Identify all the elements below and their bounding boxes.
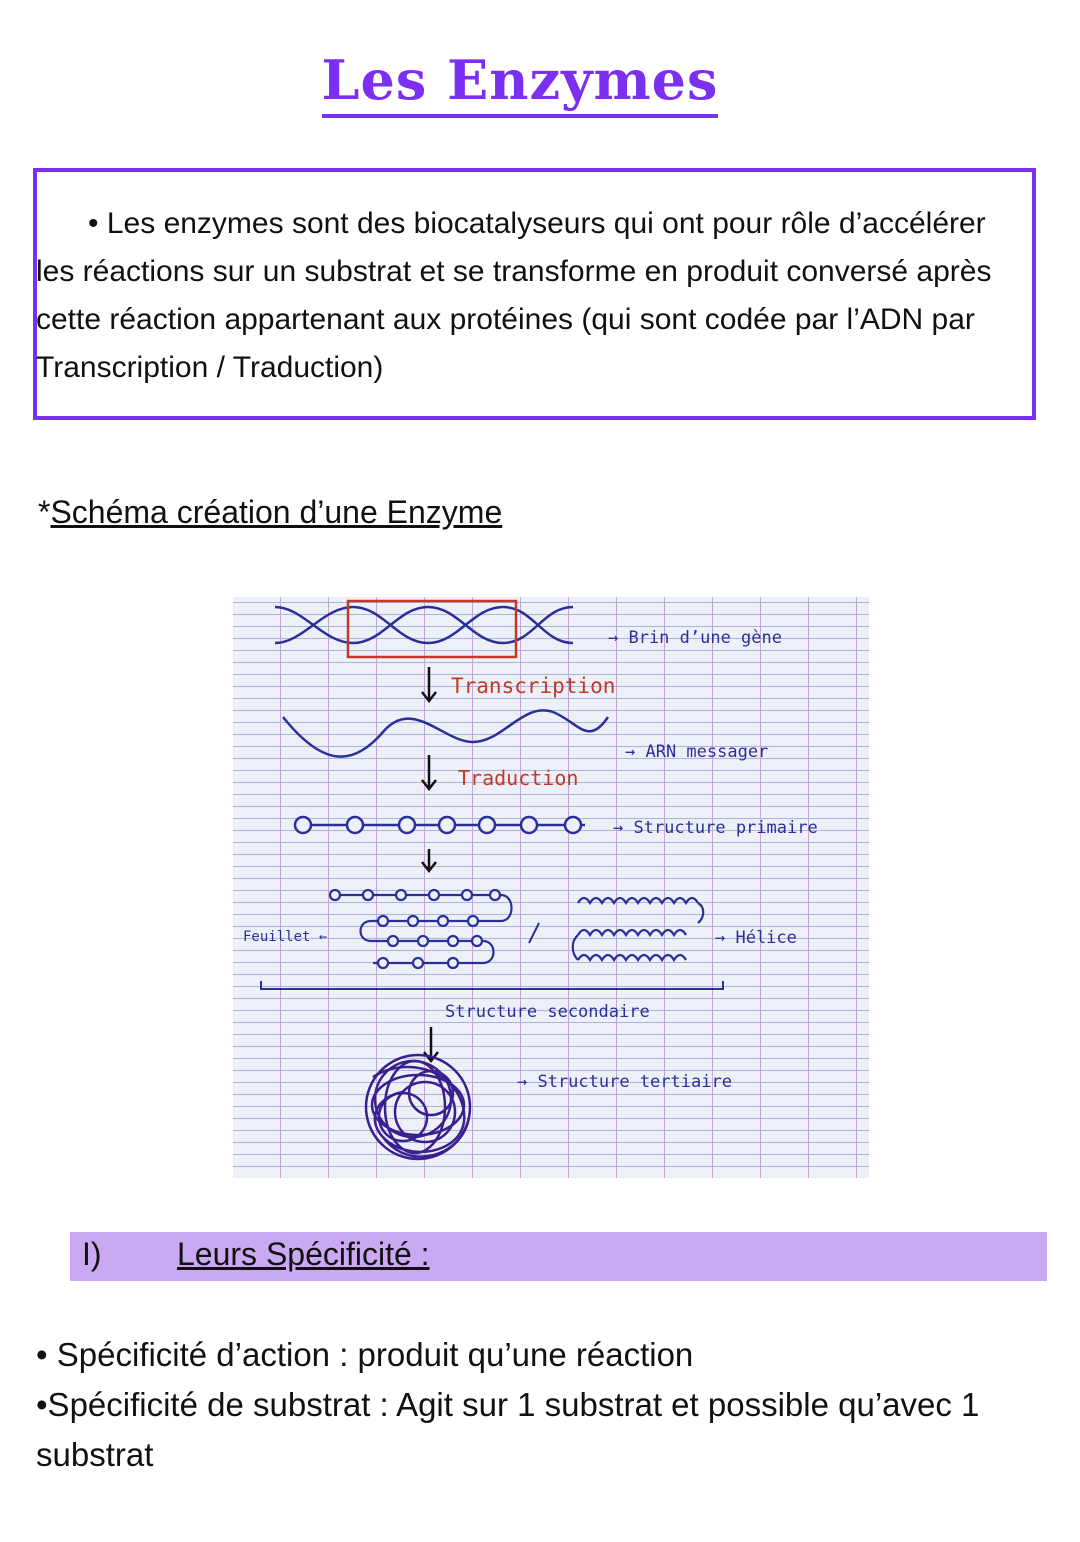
separator-slash	[529, 923, 539, 943]
specificity-list	[36, 1330, 1036, 1480]
section-number: I)	[82, 1236, 102, 1272]
label-helice: → Hélice	[715, 928, 797, 948]
label-brin: → Brin d’une gène	[608, 628, 782, 648]
schema-heading	[38, 494, 502, 531]
label-feuillet: Feuillet ←	[243, 929, 328, 945]
label-primaire: → Structure primaire	[613, 818, 818, 838]
primary-chain	[295, 817, 585, 833]
section-title: Leurs Spécificité :	[177, 1236, 430, 1272]
label-transcription: Transcription	[451, 674, 616, 698]
definition-body: Les enzymes sont des biocatalyseurs qui ont pour rôle d’accélérer les réactions sur un substrat et se transforme en produit conversé après cette réaction appartenant aux protéines (qui sont codée par l’ADN par Transcription / Traduction)	[36, 207, 992, 384]
tertiary-ball	[366, 1055, 470, 1159]
schema-prefix: *	[38, 494, 51, 530]
beta-sheet	[330, 890, 512, 968]
label-tertiaire: → Structure tertiaire	[517, 1072, 732, 1092]
dna-helix	[275, 607, 573, 643]
enzyme-diagram-drawing	[233, 597, 869, 1178]
secondary-brace	[261, 981, 723, 989]
list-item: • Spécificité d’action : produit qu’une réaction	[36, 1336, 694, 1373]
label-traduction: Traduction	[458, 766, 579, 790]
definition-text	[36, 200, 1026, 392]
schema-title: Schéma création d’une Enzyme	[50, 494, 503, 530]
label-secondaire: Structure secondaire	[445, 1002, 650, 1022]
mrna-wave	[283, 710, 608, 756]
definition-bullet: •	[88, 207, 99, 240]
list-item: •Spécificité de substrat : Agit sur 1 substrat et possible qu’avec 1 substrat	[36, 1386, 980, 1473]
alpha-helix	[573, 898, 704, 960]
label-arn: → ARN messager	[625, 742, 769, 762]
enzyme-diagram	[233, 597, 869, 1178]
page-title: Les Enzymes	[0, 48, 1040, 112]
